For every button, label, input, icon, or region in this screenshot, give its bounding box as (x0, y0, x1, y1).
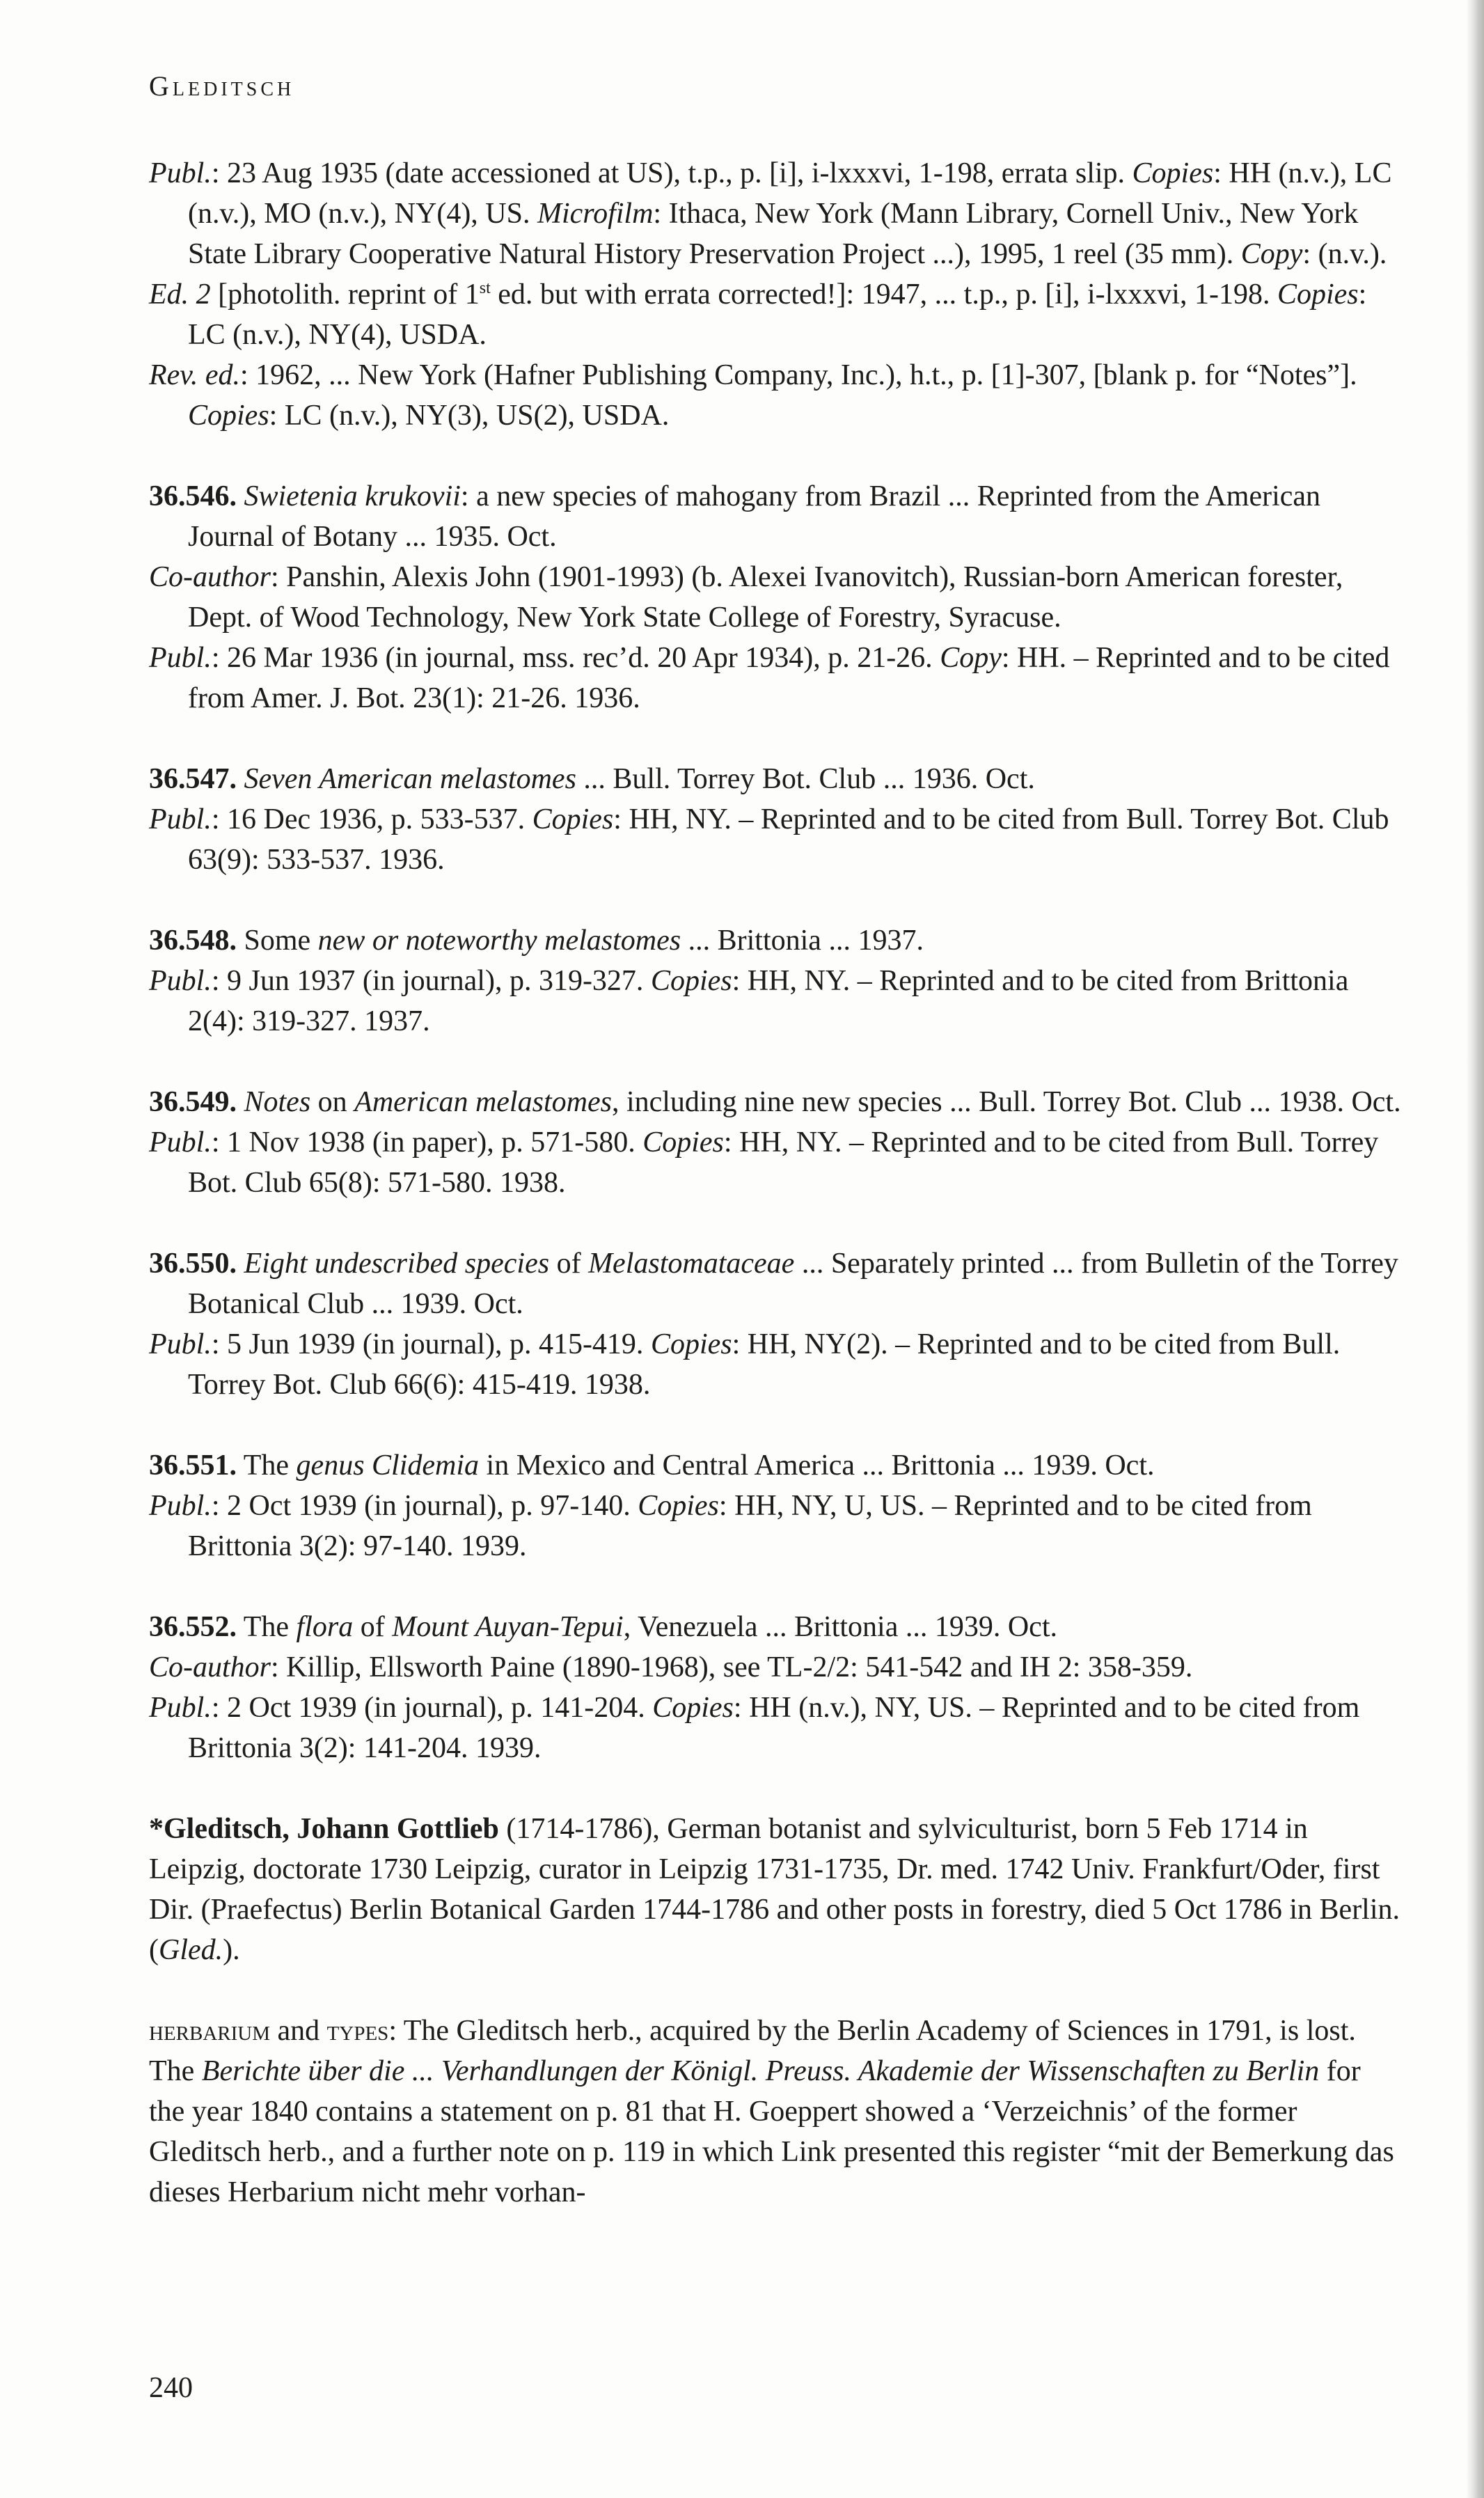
entry-title (149, 920, 1402, 961)
italic-text: American melastomes (354, 1086, 612, 1118)
entry-36-549 (149, 1082, 1402, 1203)
continued-entry (149, 153, 1402, 436)
text-run: : LC (n.v.), NY(3), US(2), USDA. (269, 400, 670, 432)
text-run: of (549, 1248, 589, 1280)
italic-text: Publ. (149, 157, 212, 189)
entry-coauthor (149, 557, 1402, 638)
text-run (237, 763, 244, 795)
italic-text: Seven American melastomes (244, 763, 576, 795)
italic-text: Copies (188, 400, 269, 432)
text-run: : The Gleditsch herb., acquired by the Berlin Academy of Sciences in 1791, is lost. The (149, 2015, 1356, 2087)
italic-text: Publ. (149, 1328, 212, 1360)
entry-36-552 (149, 1607, 1402, 1768)
entry-36-551 (149, 1445, 1402, 1566)
italic-text: Publ. (149, 1692, 212, 1724)
text-run: : 1 Nov 1938 (in paper), p. 571-580. (211, 1126, 643, 1158)
italic-text: Melastomataceae (588, 1248, 795, 1280)
italic-text: Publ. (149, 965, 212, 997)
italic-text: Copies (650, 1328, 732, 1360)
entry-coauthor (149, 1647, 1402, 1688)
italic-text: flora (296, 1611, 354, 1643)
text-run: Some (237, 925, 318, 957)
page-number: 240 (149, 2372, 193, 2404)
italic-text: Swietenia krukovii (244, 480, 461, 512)
herbarium-paragraph (149, 2011, 1402, 2213)
italic-text: Publ. (149, 1126, 212, 1158)
entry-36-546 (149, 476, 1402, 718)
entry-36-548 (149, 920, 1402, 1042)
text-run: : HH, NY. – Reprinted and to be cited from Bull. Torrey Bot. Club 63(9): 533-537. 1936. (188, 803, 1389, 876)
italic-text: Copies (650, 965, 732, 997)
text-run: [photolith. reprint of 1 (210, 278, 480, 311)
text-run (237, 480, 244, 512)
text-run: : 1962, ... New York (Hafner Publishing Company, Inc.), h.t., p. [1]-307, [blank p. for “Notes”]. (239, 359, 1357, 391)
text-run: on (310, 1086, 355, 1118)
italic-text: new or noteworthy melastomes (317, 925, 681, 957)
italic-text: Gled. (159, 1934, 223, 1966)
text-run: : 2 Oct 1939 (in journal), p. 97-140. (211, 1490, 638, 1522)
italic-text: Copies (642, 1126, 724, 1158)
text-run: herbarium (149, 2015, 271, 2047)
text-run: : HH, NY. – Reprinted and to be cited from Bull. Torrey Bot. Club 65(8): 571-580. 1938. (188, 1126, 1379, 1199)
text-run: : Panshin, Alexis John (1901-1993) (b. Alexei Ivanovitch), Russian-born American forester, Dept. of Wood Technology, New York State College of Forestry, Syracuse. (188, 561, 1343, 634)
text-run: , including nine new species ... Bull. Torrey Bot. Club ... 1938. Oct. (611, 1086, 1401, 1118)
italic-text: Berichte über die ... Verhandlungen der Königl. Preuss. Akademie der Wissenschaften zu Berlin (201, 2055, 1320, 2087)
entry-number: 36.550. (149, 1248, 237, 1280)
text-run (237, 1086, 244, 1118)
italic-text: Copies (638, 1490, 719, 1522)
text-run: : a new species of mahogany from Brazil ... Reprinted from the American Journal of Botany ... 1935. Oct. (188, 480, 1321, 553)
text-run: : 16 Dec 1936, p. 533-537. (211, 803, 532, 835)
italic-text: Copy (940, 642, 1002, 674)
entry-title (149, 1445, 1402, 1486)
edition-2-line (149, 274, 1402, 355)
italic-text: Copy (1240, 238, 1303, 270)
italic-text: Microfilm (537, 198, 654, 230)
entry-title (149, 476, 1402, 557)
text-run: : 9 Jun 1937 (in journal), p. 319-327. (211, 965, 651, 997)
text-run: : Ithaca, New York (Mann Library, Cornell Univ., New York State Library Cooperative Natural History Preservation Project ...), 1995, 1 reel (35 mm). (188, 198, 1359, 270)
entry-publication (149, 1324, 1402, 1405)
italic-text: Copies (532, 803, 614, 835)
entry-publication (149, 1122, 1402, 1203)
text-run: : LC (n.v.), NY(4), USDA. (188, 278, 1367, 351)
page-body (149, 153, 1402, 2253)
revised-edition-line (149, 355, 1402, 436)
entry-number: 36.551. (149, 1450, 237, 1482)
italic-text: Copies (652, 1692, 734, 1724)
entry-title (149, 759, 1402, 799)
running-head: Gleditsch (149, 70, 295, 102)
text-run (237, 1248, 244, 1280)
text-run: : HH (n.v.), LC (n.v.), MO (n.v.), NY(4), US. (188, 157, 1392, 230)
italic-text: Publ. (149, 1490, 212, 1522)
text-run: The (237, 1450, 297, 1482)
entry-publication (149, 1688, 1402, 1768)
entry-number: 36.549. (149, 1086, 237, 1118)
text-run: The (237, 1611, 297, 1643)
text-run: : 26 Mar 1936 (in journal, mss. rec’d. 20 Apr 1934), p. 21-26. (211, 642, 940, 674)
publication-line (149, 153, 1402, 274)
italic-text: Mount Auyan-Tepui (392, 1611, 624, 1643)
page-edge-shadow (1466, 0, 1484, 2498)
text-run: : HH (n.v.), NY, US. – Reprinted and to be cited from Brittonia 3(2): 141-204. 1939. (188, 1692, 1360, 1764)
italic-text: Co-author (149, 1651, 271, 1683)
text-run: : HH. – Reprinted and to be cited from Amer. J. Bot. 23(1): 21-26. 1936. (188, 642, 1390, 714)
text-run: ed. but with errata corrected!]: 1947, ... t.p., p. [i], i-lxxxvi, 1-198. (490, 278, 1277, 311)
entry-number: 36.546. (149, 480, 237, 512)
italic-text: Eight undescribed species (244, 1248, 550, 1280)
entry-number: 36.552. (149, 1611, 237, 1643)
text-run: : HH, NY(2). – Reprinted and to be cited from Bull. Torrey Bot. Club 66(6): 415-419. 1938. (188, 1328, 1341, 1401)
text-run: : 23 Aug 1935 (date accessioned at US), t.p., p. [i], i-lxxxvi, 1-198, errata slip. (211, 157, 1132, 189)
italic-text: Notes (244, 1086, 311, 1118)
italic-text: Co-author (149, 561, 271, 593)
text-run: : 2 Oct 1939 (in journal), p. 141-204. (211, 1692, 653, 1724)
italic-text: Publ. (149, 642, 212, 674)
italic-text: Copies (1277, 278, 1359, 311)
entry-title (149, 1243, 1402, 1324)
text-run: ). (223, 1934, 240, 1966)
text-run: : Killip, Ellsworth Paine (1890-1968), see TL-2/2: 541-542 and IH 2: 358-359. (271, 1651, 1193, 1683)
entry-publication (149, 1486, 1402, 1566)
biography-paragraph (149, 1809, 1402, 1970)
text-run: st (479, 279, 491, 297)
entry-publication (149, 961, 1402, 1042)
text-run: : HH, NY. – Reprinted and to be cited from Brittonia 2(4): 319-327. 1937. (188, 965, 1349, 1037)
italic-text: Ed. 2 (149, 278, 211, 311)
text-run: ... Separately printed ... from Bulletin of the Torrey Botanical Club ... 1939. Oct. (188, 1248, 1398, 1320)
entry-number: 36.548. (149, 925, 237, 957)
entry-publication (149, 799, 1402, 880)
text-run: *Gleditsch, Johann Gottlieb (149, 1813, 499, 1845)
text-run: of (353, 1611, 393, 1643)
text-run: , Venezuela ... Brittonia ... 1939. Oct. (623, 1611, 1057, 1643)
text-run: : (n.v.). (1302, 238, 1387, 270)
text-run: : HH, NY, U, US. – Reprinted and to be cited from Brittonia 3(2): 97-140. 1939. (188, 1490, 1312, 1562)
italic-text: genus Clidemia (296, 1450, 480, 1482)
italic-text: Rev. ed. (149, 359, 240, 391)
entry-title (149, 1607, 1402, 1647)
italic-text: Publ. (149, 803, 212, 835)
text-run: for the year 1840 contains a statement on p. 81 that H. Goeppert showed a ‘Verzeichnis’ of the former Gleditsch herb., and a further note on p. 119 in which Link presented this register “mit der Bemerkung das dieses Herbarium nicht mehr vorhan- (149, 2055, 1394, 2208)
entry-number: 36.547. (149, 763, 237, 795)
text-run: ... Bull. Torrey Bot. Club ... 1936. Oct. (576, 763, 1035, 795)
text-run: : 5 Jun 1939 (in journal), p. 415-419. (211, 1328, 651, 1360)
text-run: ... Brittonia ... 1937. (681, 925, 924, 957)
entry-publication (149, 638, 1402, 718)
text-run: (1714-1786), German botanist and sylviculturist, born 5 Feb 1714 in Leipzig, doctorate 1730 Leipzig, curator in Leipzig 1731-1735, Dr. med. 1742 Univ. Frankfurt/Oder, first Dir. (Praefectus) Berlin Botanical Garden 1744-1786 and other posts in forestry, died 5 Oct 1786 in Berlin. ( (149, 1813, 1400, 1966)
text-run: types (326, 2015, 389, 2047)
text-run: and (270, 2015, 327, 2047)
italic-text: Copies (1132, 157, 1214, 189)
entry-36-547 (149, 759, 1402, 880)
entry-title (149, 1082, 1402, 1122)
text-run: in Mexico and Central America ... Brittonia ... 1939. Oct. (479, 1450, 1155, 1482)
entry-36-550 (149, 1243, 1402, 1405)
